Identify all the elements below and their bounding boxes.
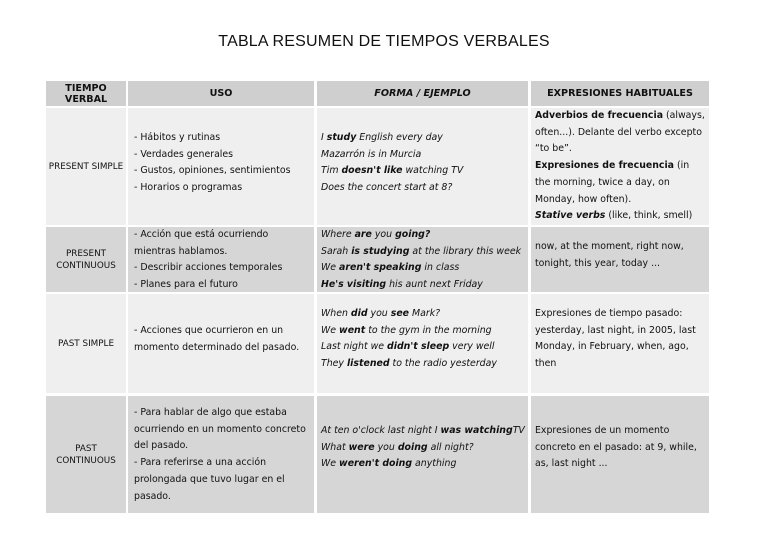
emphasized-text: going? xyxy=(395,229,431,240)
verb-tense-table xyxy=(46,81,709,502)
text-run: We xyxy=(321,262,340,274)
tense-label: PAST CONTINUOUS xyxy=(56,443,116,466)
text-run: Last night we xyxy=(321,341,388,353)
emphasized-text: He's visiting xyxy=(321,279,387,291)
text-run: We xyxy=(321,324,340,336)
example-sentence xyxy=(321,163,526,180)
example-sentence xyxy=(321,440,526,457)
text-run: at the library this week xyxy=(409,245,522,257)
expresiones-cell xyxy=(531,396,709,513)
example-sentence xyxy=(321,277,526,294)
text-run: English every day xyxy=(356,132,443,143)
emphasized-text: doing xyxy=(397,441,428,453)
example-sentence xyxy=(321,244,526,261)
emphasized-text: Adverbios de frecuencia xyxy=(535,110,664,121)
text-run: We xyxy=(321,458,340,470)
expresiones-cell xyxy=(531,227,709,292)
text-run: Expresiones de un momento concreto en el pasado: at 9, while, as, last night ... xyxy=(535,425,697,470)
example-sentence xyxy=(321,147,526,164)
text-run: watching TV xyxy=(402,165,464,177)
emphasized-text: was watching xyxy=(440,425,513,436)
text-run: in class xyxy=(421,262,460,274)
text-run: his aunt next Friday xyxy=(386,279,483,291)
text-run: They xyxy=(321,358,347,370)
uso-cell xyxy=(128,396,314,513)
example-sentence xyxy=(321,130,526,147)
text-run: When xyxy=(321,308,351,319)
expression-paragraph xyxy=(535,239,705,272)
ejemplo-cell xyxy=(317,396,528,513)
text-run: to the gym in the morning xyxy=(365,324,492,336)
header-tiempo-verbal: TIEMPO VERBAL xyxy=(46,81,126,106)
text-run: (in the morning, twice a day, on Monday, how often). xyxy=(535,160,690,205)
text-run: very well xyxy=(449,341,495,353)
table-row xyxy=(46,227,709,292)
example-sentence xyxy=(321,423,526,440)
emphasized-text: doesn't like xyxy=(341,165,403,177)
header-forma-ejemplo: FORMA / EJEMPLO xyxy=(317,81,528,106)
example-sentence xyxy=(321,339,526,356)
text-run: (like, think, smell) xyxy=(605,210,693,222)
emphasized-text: aren't speaking xyxy=(339,262,422,274)
expression-paragraph xyxy=(535,208,705,225)
expression-paragraph xyxy=(535,306,705,373)
emphasized-text: study xyxy=(326,132,357,143)
tense-label: PRESENT SIMPLE xyxy=(48,161,124,172)
tense-label: PAST SIMPLE xyxy=(57,338,115,349)
expression-paragraph xyxy=(535,423,705,473)
expression-paragraph xyxy=(535,158,705,208)
uso-cell xyxy=(128,227,314,292)
example-sentence xyxy=(321,260,526,277)
uso-item: - Describir acciones temporales xyxy=(134,262,283,274)
text-run: Mark? xyxy=(409,308,441,319)
text-run: (always, often...). Delante del verbo excepto “to be”. xyxy=(535,110,705,155)
uso-item: - Para hablar de algo que estaba ocurriendo en un momento concreto del pasado. xyxy=(134,407,306,452)
text-run: Expresiones de tiempo pasado: yesterday, last night, in 2005, last Monday, in February, when, ago, then xyxy=(535,308,696,370)
example-sentence xyxy=(321,180,526,197)
table-row xyxy=(46,294,709,393)
text-run: you xyxy=(374,441,398,453)
emphasized-text: did xyxy=(350,308,368,319)
text-run: all night? xyxy=(427,441,474,453)
text-run: At ten o'clock last night I xyxy=(321,425,441,436)
expresiones-cell xyxy=(531,294,709,393)
text-run: Where xyxy=(321,229,355,240)
uso-item: - Para referirse a una acción prolongada que tuvo lugar en el pasado. xyxy=(134,457,285,502)
text-run: to the radio yesterday xyxy=(389,358,497,370)
emphasized-text: didn't sleep xyxy=(387,341,450,353)
uso-cell xyxy=(128,294,314,393)
uso-cell xyxy=(128,108,314,225)
uso-item: - Acciones que ocurrieron en un momento determinado del pasado. xyxy=(134,325,300,353)
emphasized-text: are xyxy=(354,229,372,240)
ejemplo-cell xyxy=(317,294,528,393)
text-run: now, at the moment, right now, tonight, this year, today ... xyxy=(535,241,684,269)
text-run: I xyxy=(321,132,327,143)
uso-item: - Verdades generales xyxy=(134,148,234,160)
emphasized-text: listened xyxy=(346,358,390,370)
table-row xyxy=(46,108,709,225)
tense-cell xyxy=(46,396,126,513)
table-row xyxy=(46,396,709,513)
uso-item: - Gustos, opiniones, sentimientos xyxy=(134,165,291,177)
text-run: TV xyxy=(512,425,525,436)
text-run: you xyxy=(371,229,396,240)
tense-cell xyxy=(46,227,126,292)
text-run: Does the concert start at 8? xyxy=(321,182,453,194)
example-sentence xyxy=(321,227,526,244)
example-sentence xyxy=(321,306,526,323)
example-sentence xyxy=(321,456,526,473)
tense-cell xyxy=(46,294,126,393)
text-run: Tim xyxy=(321,165,342,177)
tense-label: PRESENT CONTINUOUS xyxy=(56,248,116,271)
text-run: Mazarrón is in Murcia xyxy=(321,148,422,160)
emphasized-text: Stative verbs xyxy=(535,210,606,222)
expresiones-cell xyxy=(531,108,709,225)
uso-item: - Horarios o programas xyxy=(134,182,243,194)
emphasized-text: see xyxy=(390,308,410,319)
tense-cell xyxy=(46,108,126,225)
emphasized-text: weren't doing xyxy=(339,458,413,470)
emphasized-text: Expresiones de frecuencia xyxy=(535,160,675,172)
text-run: anything xyxy=(412,458,457,470)
expression-paragraph xyxy=(535,108,705,158)
example-sentence xyxy=(321,356,526,373)
uso-item: - Planes para el futuro xyxy=(134,279,238,291)
example-sentence xyxy=(321,323,526,340)
header-expresiones: EXPRESIONES HABITUALES xyxy=(531,81,709,106)
emphasized-text: is studying xyxy=(351,245,410,257)
emphasized-text: were xyxy=(348,441,375,453)
text-run: Sarah xyxy=(321,245,352,257)
emphasized-text: went xyxy=(339,324,366,336)
ejemplo-cell xyxy=(317,227,528,292)
text-run: you xyxy=(367,308,391,319)
page-title: TABLA RESUMEN DE TIEMPOS VERBALES xyxy=(218,33,550,50)
uso-item: - Hábitos y rutinas xyxy=(134,132,221,143)
table-header-row xyxy=(46,81,709,106)
text-run: What xyxy=(321,441,349,453)
ejemplo-cell xyxy=(317,108,528,225)
uso-item: - Acción que está ocurriendo mientras hablamos. xyxy=(134,229,269,257)
header-uso: USO xyxy=(128,81,314,106)
